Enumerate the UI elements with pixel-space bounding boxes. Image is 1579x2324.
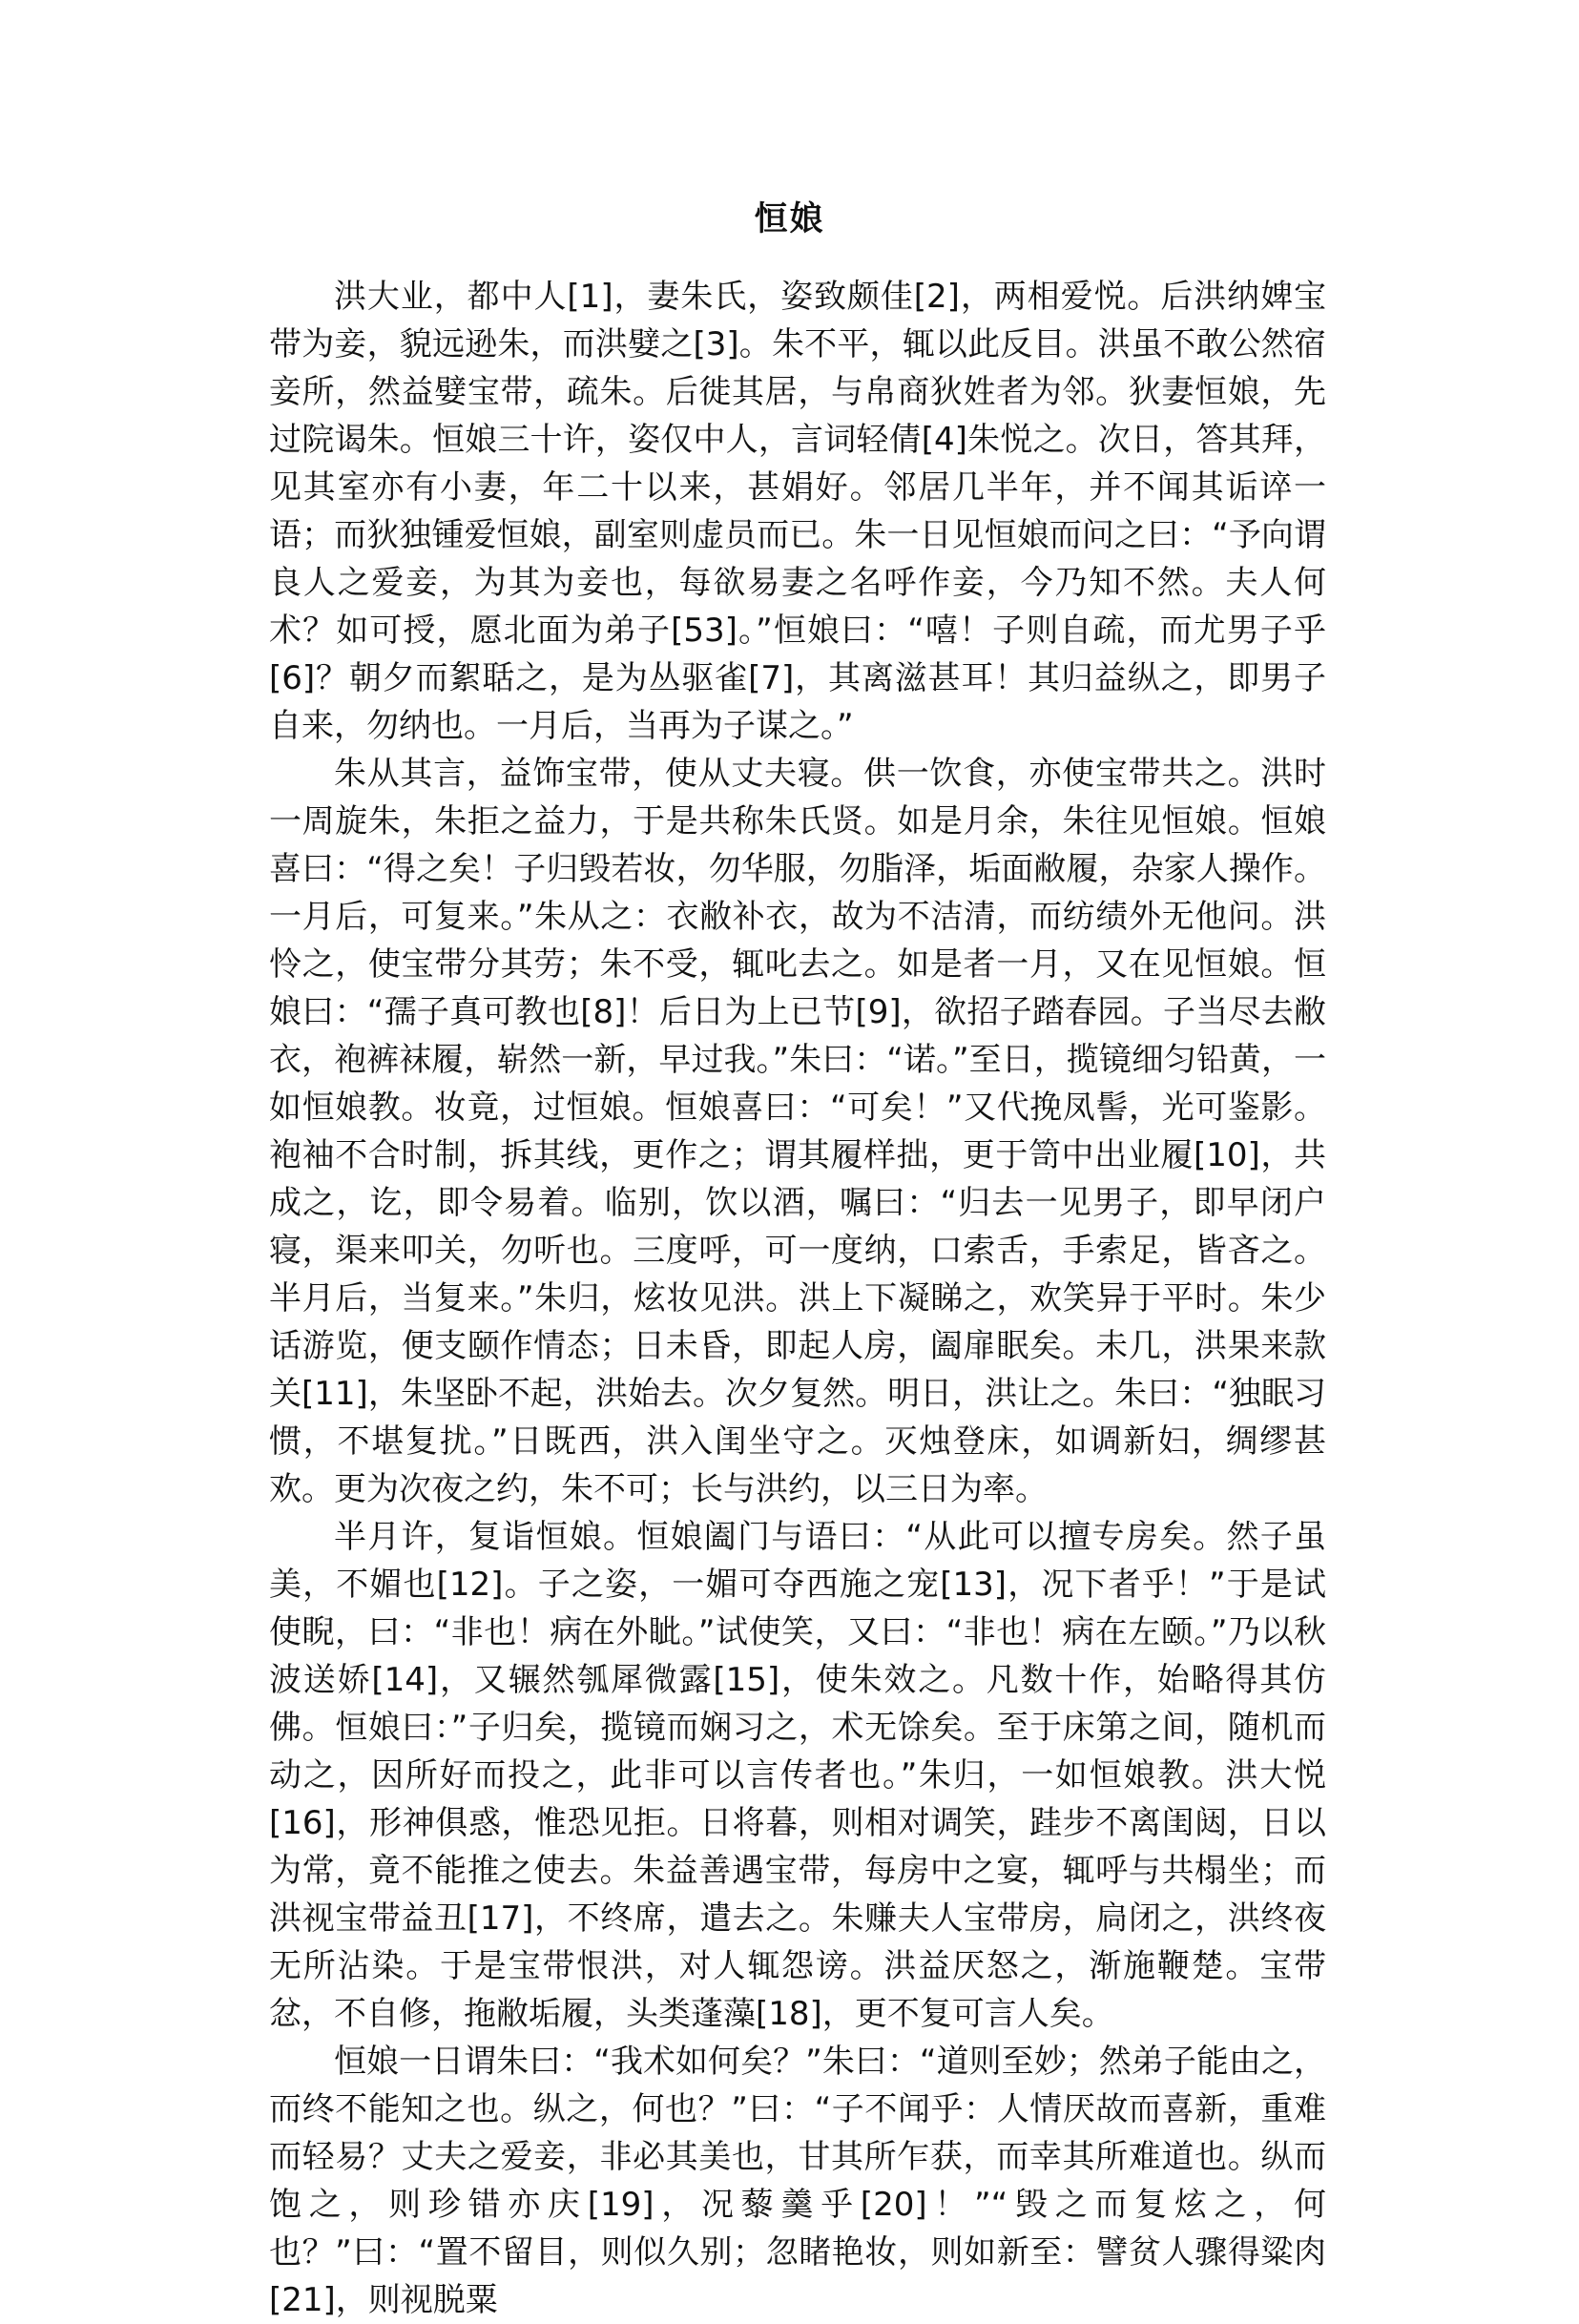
paragraph-3: 半月许，复诣恒娘。恒娘阖门与语曰：“从此可以擅专房矣。然子虽美，不媚也[12]。子之姿，一媚可夺西施之宠[13]，况下者乎！”于是试使睨，曰：“非也！病在外眦。”试使笑，又曰：“非也！病在左颐。”乃以秋波送娇[14]，又辗然瓠犀微露[15]，使朱效之。凡数十作，始略得其仿佛。恒娘曰：”子归矣，揽镜而娴习之，术无馀矣。至于床第之间，随机而动之，因所好而投之，此非可以言传者也。”朱归，一如恒娘教。洪大悦[16]，形神俱惑，惟恐见拒。日将暮，则相对调笑，跬步不离闺闼，日以为常，竟不能推之使去。朱益善遇宝带，每房中之宴，辄呼与共榻坐；而洪视宝带益丑[17]，不终席，遣去之。朱赚夫人宝带房，扃闭之，洪终夜无所沾染。于是宝带恨洪，对人辄怨谤。洪益厌怒之，渐施鞭楚。宝带忿，不自修，拖敝垢履，头类蓬藻[18]，更不复可言人矣。 <box>269 1518 1326 2033</box>
document-body <box>269 273 1326 2324</box>
document-title: 恒娘 <box>754 200 825 239</box>
paragraph-2: 朱从其言，益饰宝带，使从丈夫寝。供一饮食，亦使宝带共之。洪时一周旋朱，朱拒之益力，于是共称朱氏贤。如是月余，朱往见恒娘。恒娘喜曰：“得之矣！子归毁若妆，勿华服，勿脂泽，垢面敝履，杂家人操作。一月后，可复来。”朱从之：衣敝补衣，故为不洁清，而纺绩外无他问。洪怜之，使宝带分其劳；朱不受，辄叱去之。如是者一月，又在见恒娘。恒娘曰：“孺子真可教也[8]！后日为上已节[9]，欲招子踏春园。子当尽去敝衣，袍裤袜履，崭然一新，早过我。”朱曰：“诺。”至日，揽镜细匀铅黄，一如恒娘教。妆竟，过恒娘。恒娘喜曰：“可矣！”又代挽凤髻，光可鉴影。袍袖不合时制，拆其线，更作之；谓其履样拙，更于笥中出业履[10]，共成之，讫，即令易着。临别，饮以酒，嘱曰：“归去一见男子，即早闭户寝，渠来叩关，勿听也。三度呼，可一度纳，口索舌，手索足，皆吝之。半月后，当复来。”朱归，炫妆见洪。洪上下凝睇之，欢笑异于平时。朱少话游览，便支颐作情态；日未昏，即起人房，阖扉眠矣。未几，洪果来款关[11]，朱坚卧不起，洪始去。次夕复然。明日，洪让之。朱曰：“独眠习惯，不堪复扰。”日既西，洪入闺坐守之。灭烛登床，如调新妇，绸缪甚欢。更为次夜之约，朱不可；长与洪约，以三日为率。 <box>269 755 1326 1508</box>
paragraph-1: 洪大业，都中人[1]，妻朱氏，姿致颇佳[2]，两相爱悦。后洪纳婢宝带为妾，貌远逊朱，而洪嬖之[3]。朱不平，辄以此反目。洪虽不敢公然宿妾所，然益嬖宝带，疏朱。后徙其居，与帛商狄姓者为邻。狄妻恒娘，先过院谒朱。恒娘三十许，姿仅中人，言词轻倩[4]朱悦之。次日，答其拜，见其室亦有小妻，年二十以来，甚娟好。邻居几半年，并不闻其诟谇一语；而狄独锺爱恒娘，副室则虚员而已。朱一日见恒娘而问之曰：“予向谓良人之爱妾，为其为妾也，每欲易妻之名呼作妾，今乃知不然。夫人何术？如可授，愿北面为弟子[53]。”恒娘曰：“嘻！子则自疏，而尤男子乎[6]？朝夕而絮聒之，是为丛驱雀[7]，其离滋甚耳！其归益纵之，即男子自来，勿纳也。一月后，当再为子谋之。” <box>269 278 1326 745</box>
paragraph-4: 恒娘一日谓朱曰：“我术如何矣？”朱曰：“道则至妙；然弟子能由之，而终不能知之也。纵之，何也？”曰：“子不闻乎：人情厌故而喜新，重难而轻易？丈夫之爱妾，非必其美也，甘其所乍获，而幸其所难道也。纵而饱之，则珍错亦庆[19]，况藜羹乎[20]！”“毁之而复炫之，何也？”曰：“置不留目，则似久别；忽睹艳妆，则如新至：譬贫人骤得粱肉[21]，则视脱粟 <box>269 2043 1326 2319</box>
